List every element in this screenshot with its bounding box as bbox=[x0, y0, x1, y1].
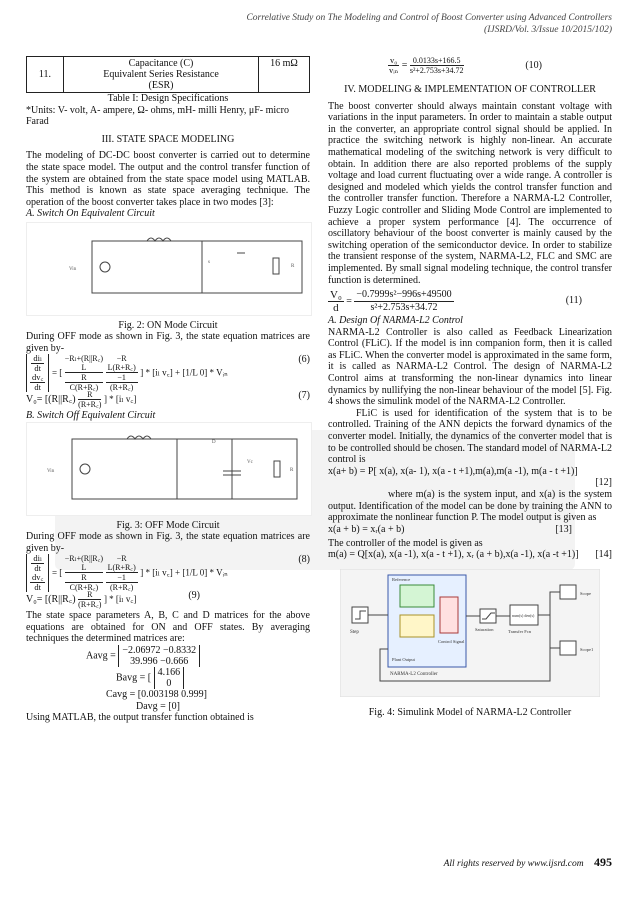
off-mode-circuit-figure bbox=[26, 422, 312, 516]
subsection-b-heading: B. Switch Off Equivalent Circuit bbox=[26, 410, 156, 422]
d-avg: Davg = [0] bbox=[136, 700, 180, 712]
eq14-text: m(a) = Q[x(a), x(a -1), x(a - t +1), xᵣ (a + b),x(a -1), x(a -t +1)] bbox=[328, 549, 579, 561]
table-cell-no: 11. bbox=[27, 57, 64, 93]
reference-label: Reference bbox=[392, 576, 411, 582]
eq11-lhs-den: d bbox=[333, 302, 339, 315]
controller-text: The controller of the model is given as bbox=[328, 537, 483, 549]
svg-text:D: D bbox=[212, 439, 216, 445]
svg-text:R: R bbox=[291, 263, 295, 269]
equation-9-lhs: V₀= [(R||R꜀) bbox=[26, 594, 76, 606]
eq10-lhs-den: vᵢₙ bbox=[388, 65, 399, 75]
a-avg-row2: 39.996 −0.666 bbox=[130, 656, 189, 668]
section4-paragraph: The boost converter should always maintain constant voltage with variations in the input parameters. In order to maintain a stable output in the converter, an appropriate control signal should be applied. In practice the switching network is highly non-linear. An accurate mathematical modeling of the switching network is very difficult to obtain. In addition there are also reported problems of the supply voltage and load current fluctuating over a wide range. A controller is designed and modeled which yields the control transfer function and the controller transfer function. Therefore a NARMA-L2 Controller, Fuzzy Logic controller and Sliding Mode Control are implemented to achieve a proper system performance [4]. The occurrence of oscillatory behaviour of the boost converter is mainly caused by the switching operation of the semiconductor device. In order to stabilize the transient response of the system, NARMA-L2, FLC and SMC are implemented. By small signal modeling technique, the control transfer function is determined. bbox=[328, 100, 612, 286]
b-avg-row1: 4.166 bbox=[157, 667, 181, 679]
equation-7: V₀= [(R||R꜀) $\frac{R}{(R+R꜀)}$ ] * [iₗ v꜀] (7) bbox=[26, 390, 310, 410]
equation-6: $\frac{\text{diₗ}}{dt}$ $\frac{dv꜀}{dt}$ = [ −Rₗ+(R||R꜀) L R C(R+R꜀) −R L(R+R꜀) −1 (R+R꜀) ] * [iₗ v꜀] + [1/L 0] * Vᵢₙ (6) bbox=[26, 354, 310, 390]
equation-8-number: (8) bbox=[298, 554, 310, 566]
a-avg-row1: −2.06972 −0.8332 bbox=[122, 645, 197, 657]
narma-paragraph-2: FLiC is used for identification of the system that is to be controlled. Training of the ANN depicts the forward dynamics of the converter model. Initially, the dynamics of the converter model that is to be controlled should be chosen. The standard model of NARMA-L2 control is bbox=[328, 407, 612, 466]
eq13-text: x(a + b) = xᵣ(a + b) bbox=[328, 523, 405, 535]
transfer-function-block: num(s) den(s) bbox=[512, 612, 535, 618]
b-avg-row2: 0 bbox=[166, 678, 172, 690]
equation-9-number: (9) bbox=[188, 590, 200, 602]
eq10-lhs-num: v₀ bbox=[390, 55, 398, 65]
svg-text:Vc: Vc bbox=[247, 459, 253, 465]
simulink-model-figure bbox=[340, 569, 600, 697]
step-label: Step bbox=[350, 629, 359, 635]
on-mode-circuit-figure bbox=[26, 222, 312, 316]
svg-text:s: s bbox=[208, 259, 210, 265]
b-avg-matrix bbox=[26, 667, 310, 689]
eq11-lhs-num: V₀ bbox=[330, 289, 342, 302]
equation-12-number: [12] bbox=[595, 477, 612, 489]
equation-10: $\frac{\text{v₀}}{\text{vᵢₙ}}$ = $\frac{0.0133s+166.5}{\text{s²+2.753s+34.72}}$ (10) bbox=[388, 55, 542, 75]
fig3-text: During OFF mode as shown in Fig. 3, the state equation matrices are given by- bbox=[26, 531, 310, 554]
c-avg: Cavg = [0.003198 0.999] bbox=[106, 689, 207, 701]
header-volume: (IJSRD/Vol. 3/Issue 10/2015/102) bbox=[484, 25, 612, 35]
fig2-text: During OFF mode as shown in Fig. 3, the state equation matrices are given by- bbox=[26, 331, 310, 354]
equation-8: $\frac{\text{diₗ}}{dt}$ $\frac{dv꜀}{dt}$ = [ −Rₗ+(R||R꜀) L R C(R+R꜀) −R L(R+R꜀) −1 (R+R꜀) ] * [iₗ v꜀] + [1/L 0] * Vᵢₙ (8) bbox=[26, 554, 310, 590]
a-avg-matrix bbox=[26, 645, 310, 667]
fig4-caption: Fig. 4: Simulink Model of NARMA-L2 Controller bbox=[368, 706, 572, 718]
fig2-caption: Fig. 2: ON Mode Circuit bbox=[118, 319, 218, 331]
narma-block-label: NARMA-L2 Controller bbox=[390, 671, 438, 677]
subsection-a-heading: A. Switch On Equivalent Circuit bbox=[26, 208, 155, 220]
units-note: *Units: V- volt, A- ampere, Ω- ohms, mH- milli Henry, μF- micro Farad bbox=[26, 104, 289, 128]
spec-table bbox=[26, 56, 310, 93]
fig3-caption: Fig. 3: OFF Mode Circuit bbox=[116, 519, 220, 531]
page-footer bbox=[444, 855, 612, 870]
scope1-label: Scope1 bbox=[580, 646, 594, 652]
equation-7-number: (7) bbox=[298, 390, 310, 402]
right-column bbox=[328, 56, 612, 718]
svg-text:R: R bbox=[290, 467, 294, 473]
equation-14 bbox=[328, 549, 612, 561]
footer-text: All rights reserved by www.ijsrd.com bbox=[443, 859, 584, 869]
matlab-text: Using MATLAB, the output transfer function obtained is bbox=[26, 712, 254, 724]
equation-11: $\frac{\text{V₀}}{d}$ = $\frac{\text{−0.7999s²−996s+49500}}{\text{s²+2.753s+34.72}}$ (11) bbox=[330, 289, 582, 315]
subsection-narma-heading: A. Design Of NARMA-L2 Control bbox=[328, 315, 463, 327]
param-line1: Capacitance (C) bbox=[128, 58, 194, 69]
equation-9: V₀= [(R||R꜀) $\frac{R}{(R+R꜀)}$ ] * [iₗ v꜀] (9) bbox=[26, 590, 200, 610]
state-derivative-matrix: $\frac{\text{diₗ}}{dt}$ $\frac{dv꜀}{dt}$ bbox=[26, 354, 49, 392]
section-heading-4: IV. MODELING & IMPLEMENTATION OF CONTROLLER bbox=[344, 84, 596, 95]
table-cell-param bbox=[64, 57, 259, 93]
eq11-rhs-num: −0.7999s²−996s+49500 bbox=[356, 289, 452, 301]
section-heading-3: III. STATE SPACE MODELING bbox=[101, 133, 235, 145]
equation-13-number: [13] bbox=[555, 523, 572, 535]
equation-12: x(a+ b) = P[ x(a), x(a- 1), x(a - t +1),m(a),m(a -1), m(a - t +1)] bbox=[328, 465, 578, 477]
eq10-rhs-num: 0.0133s+166.5 bbox=[410, 56, 464, 66]
eq11-rhs-den: s²+2.753s+34.72 bbox=[370, 302, 438, 314]
param-line2: Equivalent Series Resistance bbox=[103, 69, 219, 80]
header-title: Correlative Study on The Modeling and Control of Boost Converter using Advanced Controllers bbox=[246, 13, 612, 23]
equation-11-number: (11) bbox=[565, 295, 582, 307]
param-line3: (ESR) bbox=[148, 80, 174, 91]
equation-10-number: (10) bbox=[525, 60, 542, 71]
eq10-rhs-den: s²+2.753s+34.72 bbox=[409, 66, 464, 75]
transfer-fcn-label: Transfer Fcn bbox=[508, 628, 531, 634]
control-signal-label: Control Signal bbox=[438, 638, 465, 644]
narma-paragraph-3: where m(a) is the system input, and x(a) is the system output. Identification of the model can be done by training the ANN to approximate the nonlinear function P. The model output is given as bbox=[328, 489, 612, 524]
b-avg-label: Bavg = [ bbox=[116, 672, 152, 684]
section3-paragraph: The modeling of DC-DC boost converter is carried out to determine the state space model. The output and the control transfer function of the system are obtained from the state space model using MATLAB. This method is known as state space averaging technique. The operation of the boost converter takes place in two modes [3]: bbox=[26, 150, 310, 208]
scope-label: Scope bbox=[580, 590, 591, 596]
plant-output-label: Plant Output bbox=[392, 656, 415, 662]
table-row bbox=[27, 57, 310, 93]
equation-6-number: (6) bbox=[298, 354, 310, 366]
equation-13 bbox=[328, 524, 612, 538]
narma-paragraph-1: NARMA-L2 Controller is also called as Feedback Linearization Control (FLiC). If the model is inn companion form, then it is called as FLiC. When the converter model is approximated in the same form, it is called as NARMA-L2 Control. The design of NARMA-L2 Control aims at transforming the non-linear dynamics into linear dynamics by nullifying the non-linear behaviour of the model [5]. Fig. 4 shows the simulink model of the NARMA-L2 Controller. bbox=[328, 326, 612, 408]
averaging-text: The state space parameters A, B, C and D matrices for the above equations are obtained for ON and OFF states. By averaging techniques the determined matrices are: bbox=[26, 610, 310, 645]
saturation-label: Saturation bbox=[475, 626, 494, 632]
left-column bbox=[26, 56, 310, 724]
equation-14-number: [14] bbox=[595, 549, 612, 561]
a-avg-label: Aavg = bbox=[86, 650, 116, 662]
svg-text:Vin: Vin bbox=[69, 266, 77, 272]
running-header bbox=[246, 12, 612, 36]
equation-7-lhs: V₀= [(R||R꜀) bbox=[26, 394, 76, 406]
svg-text:Vin: Vin bbox=[47, 468, 55, 474]
table-cell-value: 16 mΩ bbox=[259, 57, 310, 93]
page-number: 495 bbox=[594, 855, 612, 869]
table-caption: Table I: Design Specifications bbox=[107, 93, 229, 104]
